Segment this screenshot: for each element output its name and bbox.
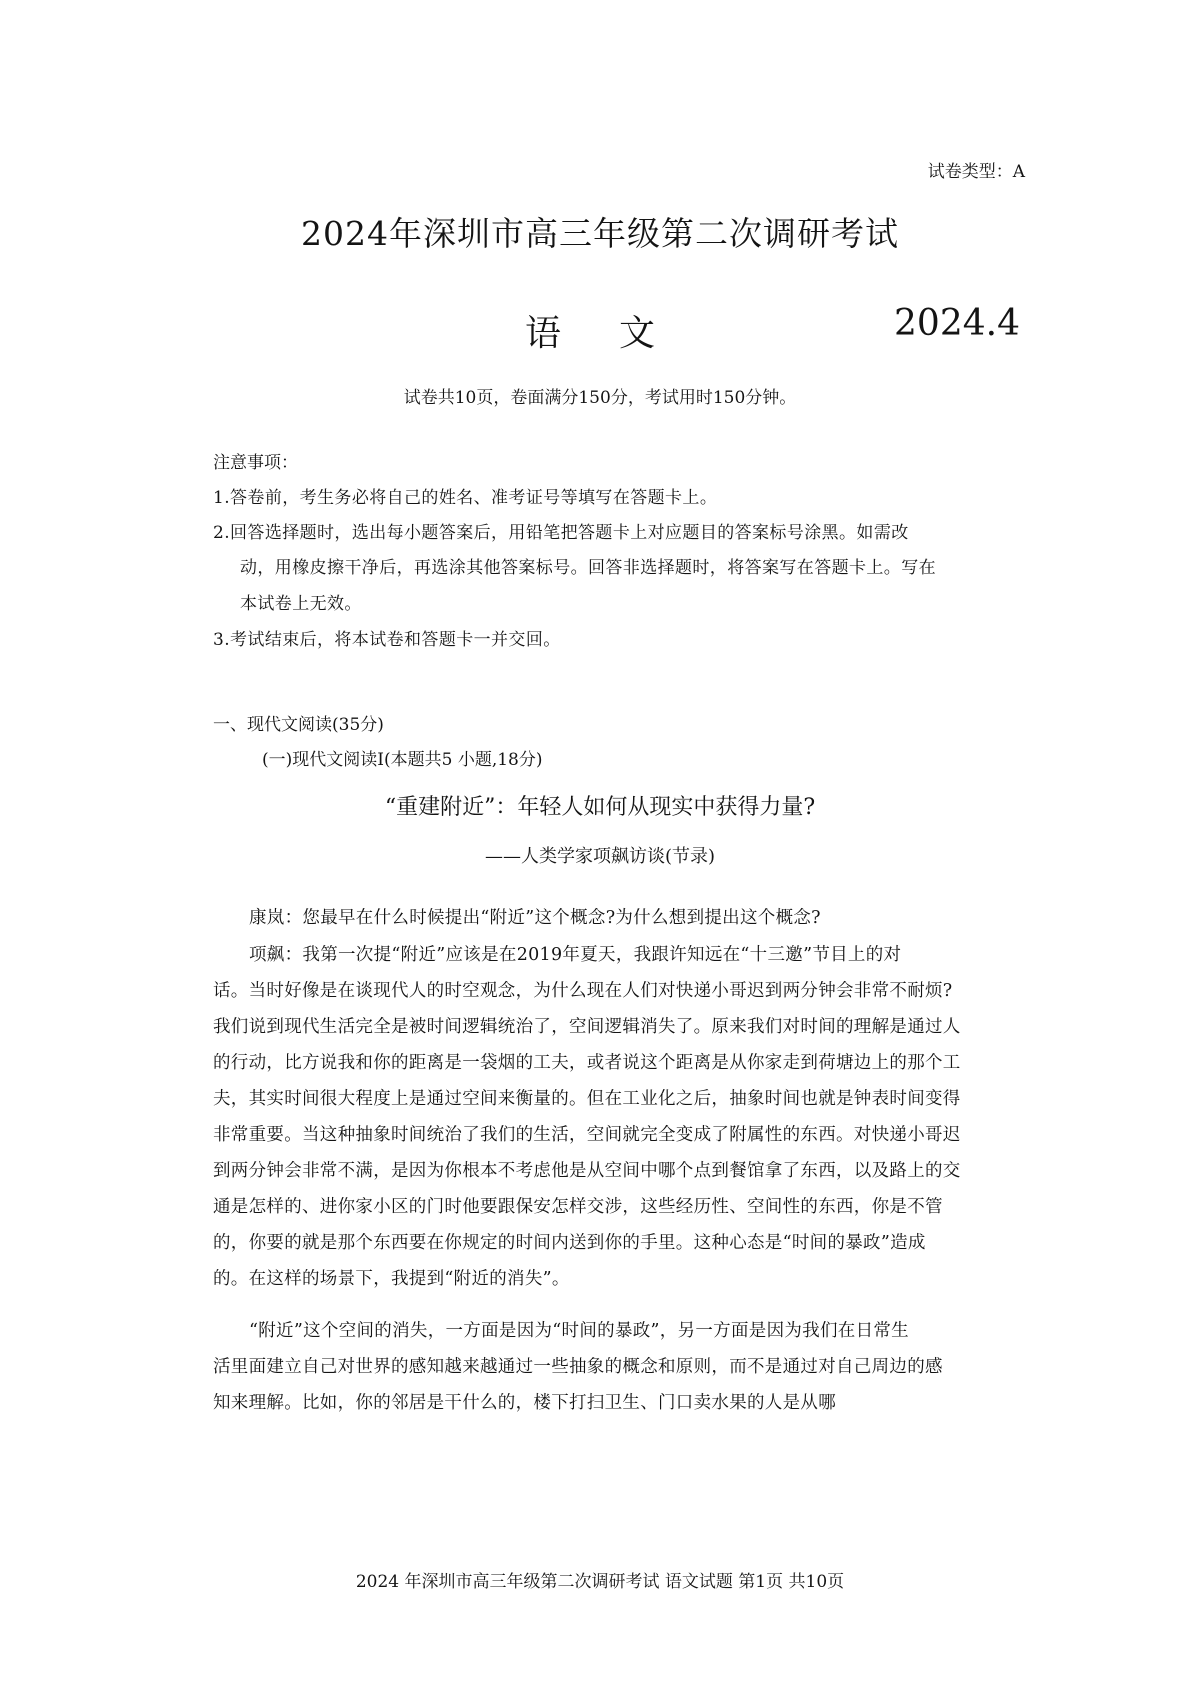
subject-title: 语文 (525, 313, 714, 354)
notice-item-2-line-3: 本试卷上无效。 (240, 594, 362, 614)
article-line: 项飙：我第一次提“附近”应该是在2019年夏天，我跟许知远在“十三邀”节目上的对 (249, 945, 902, 965)
article-line: 的行动，比方说我和你的距离是一袋烟的工夫，或者说这个距离是从你家走到荷塘边上的那个工 (213, 1053, 961, 1073)
article-line: 康岚：您最早在什么时候提出“附近”这个概念?为什么想到提出这个概念? (249, 908, 821, 928)
notice-item-2-line-2: 动，用橡皮擦干净后，再选涂其他答案标号。回答非选择题时，将答案写在答题卡上。写在 (240, 558, 936, 578)
article-line: 非常重要。当这种抽象时间统治了我们的生活，空间就完全变成了附属性的东西。对快递小哥迟 (213, 1125, 961, 1145)
article-line: 的。在这样的场景下，我提到“附近的消失”。 (213, 1269, 570, 1289)
section-heading: 一、现代文阅读(35分) (213, 715, 384, 735)
subsection-heading: (一)现代文阅读Ⅰ(本题共5 小题,18分) (262, 750, 543, 770)
article-line: 的，你要的就是那个东西要在你规定的时间内送到你的手里。这种心态是“时间的暴政”造成 (213, 1233, 926, 1253)
article-line: 知来理解。比如，你的邻居是干什么的，楼下打扫卫生、门口卖水果的人是从哪 (213, 1393, 836, 1413)
exam-info: 试卷共10页，卷面满分150分，考试用时150分钟。 (403, 388, 797, 408)
notice-item-1: 1.答卷前，考生务必将自己的姓名、准考证号等填写在答题卡上。 (213, 488, 718, 508)
notice-item-3: 3.考试结束后，将本试卷和答题卡一并交回。 (213, 630, 561, 650)
exam-title: 2024年深圳市高三年级第二次调研考试 (301, 214, 899, 253)
exam-date: 2024.4 (894, 303, 1020, 344)
article-line: 活里面建立自己对世界的感知越来越通过一些抽象的概念和原则，而不是通过对自己周边的感 (213, 1357, 943, 1377)
article-line: 通是怎样的、进你家小区的门时他要跟保安怎样交涉，这些经历性、空间性的东西，你是不管 (213, 1197, 943, 1217)
article-line: 到两分钟会非常不满，是因为你根本不考虑他是从空间中哪个点到餐馆拿了东西，以及路上的交 (213, 1161, 961, 1181)
page-footer: 2024 年深圳市高三年级第二次调研考试 语文试题 第1页 共10页 (355, 1572, 845, 1592)
article-line: 话。当时好像是在谈现代人的时空观念，为什么现在人们对快递小哥迟到两分钟会非常不耐烦? (213, 981, 953, 1001)
paper-type-label: 试卷类型：A (927, 162, 1025, 182)
article-title: “重建附近”：年轻人如何从现实中获得力量? (384, 795, 816, 820)
notice-heading: 注意事项： (213, 453, 298, 473)
notice-item-2-line-1: 2.回答选择题时，选出每小题答案后，用铅笔把答题卡上对应题目的答案标号涂黑。如需改 (213, 523, 909, 543)
article-subtitle: ——人类学家项飙访谈(节录) (484, 846, 716, 867)
article-line: 夫，其实时间很大程度上是通过空间来衡量的。但在工业化之后，抽象时间也就是钟表时间变得 (213, 1089, 961, 1109)
article-line: “附近”这个空间的消失，一方面是因为“时间的暴政”，另一方面是因为我们在日常生 (249, 1321, 909, 1341)
article-line: 我们说到现代生活完全是被时间逻辑统治了，空间逻辑消失了。原来我们对时间的理解是通过人 (213, 1017, 961, 1037)
